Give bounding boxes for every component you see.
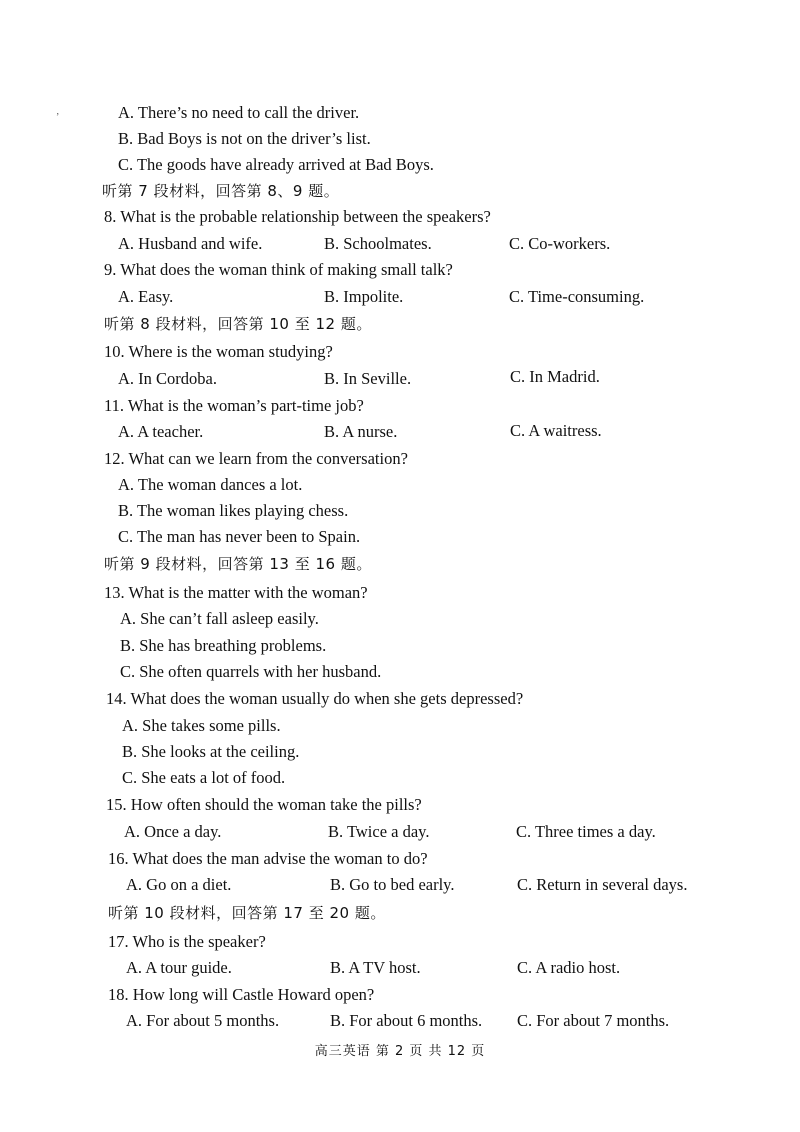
q18-option-a: A. For about 5 months. <box>126 1011 280 1030</box>
page-footer: 高三英语 第 2 页 共 12 页 <box>314 1044 486 1059</box>
q11-option-c: C. A waitress. <box>510 421 602 440</box>
q16-option-b: B. Go to bed early. <box>330 875 455 894</box>
q9-option-c: C. Time-consuming. <box>509 287 645 306</box>
section-7-instruction: 听第 7 段材料，回答第 8、9 题。 <box>102 182 340 200</box>
q10-option-a: A. In Cordoba. <box>118 369 217 388</box>
section-10-instruction: 听第 10 段材料，回答第 17 至 20 题。 <box>108 904 386 922</box>
q13-option-b: B. She has breathing problems. <box>120 636 327 655</box>
scan-mark: ʼ <box>56 112 60 123</box>
q17-option-c: C. A radio host. <box>517 958 621 977</box>
q16-option-c: C. Return in several days. <box>517 875 688 894</box>
q14-question: 14. What does the woman usually do when she gets depressed? <box>106 689 524 708</box>
q7-option-a: A. There’s no need to call the driver. <box>118 103 360 122</box>
q11-option-a: A. A teacher. <box>118 422 204 441</box>
q13-option-a: A. She can’t fall asleep easily. <box>120 609 319 628</box>
q10-option-c: C. In Madrid. <box>510 367 600 386</box>
q13-question: 13. What is the matter with the woman? <box>104 583 368 602</box>
q17-option-a: A. A tour guide. <box>126 958 232 977</box>
q16-option-a: A. Go on a diet. <box>126 875 232 894</box>
q14-option-c: C. She eats a lot of food. <box>122 768 286 787</box>
q10-option-b: B. In Seville. <box>324 369 412 388</box>
q7-option-b: B. Bad Boys is not on the driver’s list. <box>118 129 371 148</box>
q8-option-c: C. Co-workers. <box>509 234 611 253</box>
q18-option-c: C. For about 7 months. <box>517 1011 670 1030</box>
q16-question: 16. What does the man advise the woman to do? <box>108 849 428 868</box>
q8-question: 8. What is the probable relationship between the speakers? <box>104 207 491 226</box>
q12-option-b: B. The woman likes playing chess. <box>118 501 349 520</box>
q9-option-a: A. Easy. <box>118 287 174 306</box>
q14-option-b: B. She looks at the ceiling. <box>122 742 300 761</box>
q9-option-b: B. Impolite. <box>324 287 404 306</box>
q11-question: 11. What is the woman’s part-time job? <box>104 396 364 415</box>
q18-option-b: B. For about 6 months. <box>330 1011 483 1030</box>
q13-option-c: C. She often quarrels with her husband. <box>120 662 382 681</box>
q12-option-c: C. The man has never been to Spain. <box>118 527 361 546</box>
q14-option-a: A. She takes some pills. <box>122 716 281 735</box>
q10-question: 10. Where is the woman studying? <box>104 342 333 361</box>
q15-question: 15. How often should the woman take the pills? <box>106 795 422 814</box>
section-8-instruction: 听第 8 段材料，回答第 10 至 12 题。 <box>104 315 372 333</box>
q8-option-a: A. Husband and wife. <box>118 234 263 253</box>
q15-option-b: B. Twice a day. <box>328 822 430 841</box>
q12-option-a: A. The woman dances a lot. <box>118 475 303 494</box>
q11-option-b: B. A nurse. <box>324 422 398 441</box>
q17-option-b: B. A TV host. <box>330 958 421 977</box>
q18-question: 18. How long will Castle Howard open? <box>108 985 375 1004</box>
q15-option-a: A. Once a day. <box>124 822 222 841</box>
section-9-instruction: 听第 9 段材料，回答第 13 至 16 题。 <box>104 555 372 573</box>
q17-question: 17. Who is the speaker? <box>108 932 266 951</box>
q9-question: 9. What does the woman think of making small talk? <box>104 260 453 279</box>
q15-option-c: C. Three times a day. <box>516 822 656 841</box>
q7-option-c: C. The goods have already arrived at Bad Boys. <box>118 155 434 174</box>
q12-question: 12. What can we learn from the conversation? <box>104 449 408 468</box>
q8-option-b: B. Schoolmates. <box>324 234 432 253</box>
